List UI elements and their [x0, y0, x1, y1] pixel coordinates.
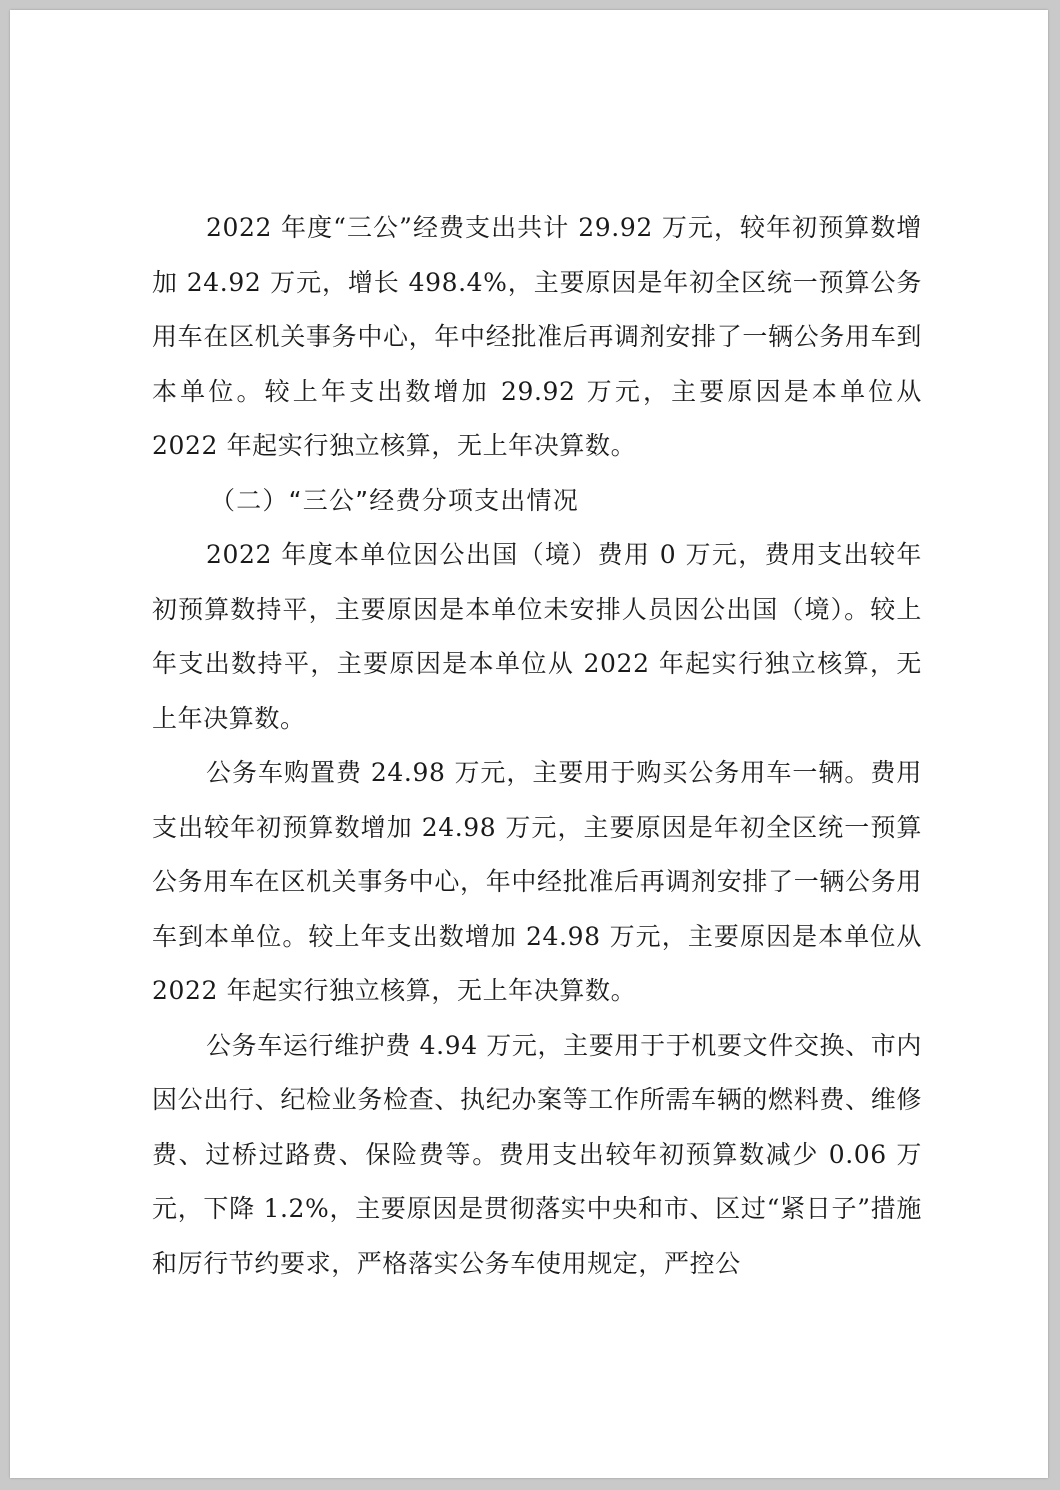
- section-heading: （二）“三公”经费分项支出情况: [210, 485, 579, 515]
- document-body: [152, 201, 922, 1291]
- document-page: [10, 10, 1048, 1478]
- paragraph-vehicle-maintenance: 公务车运行维护费 4.94 万元，主要用于于机要文件交换、市内因公出行、纪检业务检查、执纪办案等工作所需车辆的燃料费、维修费、过桥过路费、保险费等。费用支出较年初预算数减少 0.06 万元，下降 1.2%，主要原因是贯彻落实中央和市、区过“紧日子”措施和厉行节约要求，严格落实公务车使用规定，严控公: [152, 1030, 922, 1278]
- paragraph-overseas-travel: 2022 年度本单位因公出国（境）费用 0 万元，费用支出较年初预算数持平，主要原因是本单位未安排人员因公出国（境）。较上年支出数持平，主要原因是本单位从 2022 年起实行独立核算，无上年决算数。: [152, 540, 922, 733]
- paragraph-vehicle-purchase: 公务车购置费 24.98 万元，主要用于购买公务用车一辆。费用支出较年初预算数增加 24.98 万元，主要原因是年初全区统一预算公务用车在区机关事务中心，年中经批准后再调剂安排了一辆公务用车到本单位。较上年支出数增加 24.98 万元，主要原因是本单位从 2022 年起实行独立核算，无上年决算数。: [152, 758, 922, 1005]
- paragraph-total-spending: 2022 年度“三公”经费支出共计 29.92 万元，较年初预算数增加 24.92 万元，增长 498.4%，主要原因是年初全区统一预算公务用车在区机关事务中心，年中经批准后再调剂安排了一辆公务用车到本单位。较上年支出数增加 29.92 万元，主要原因是本单位从 2022 年起实行独立核算，无上年决算数。: [152, 213, 922, 460]
